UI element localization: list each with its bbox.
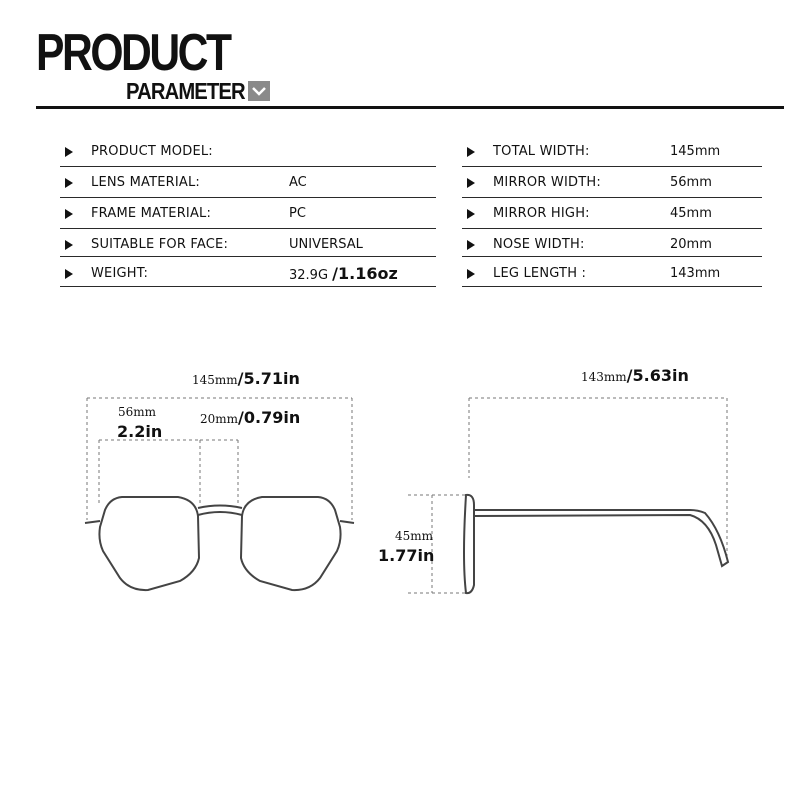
lens-width-mm: 56mm [118, 405, 157, 419]
glasses-side-view [464, 495, 728, 593]
side-lens-frame [464, 495, 474, 593]
spec-value-metric: 32.9G [289, 268, 329, 283]
glasses-front-view [85, 497, 354, 590]
bridge-bottom [198, 512, 242, 515]
total-width-in: /5.71in [237, 369, 300, 388]
left-lens-frame [99, 497, 199, 590]
spec-value: 56mm [670, 175, 712, 190]
leg-length-in: /5.63in [626, 366, 689, 385]
spec-label: LENS MATERIAL: [91, 175, 201, 190]
nose-width-in: /0.79in [238, 408, 301, 427]
spec-label: SUITABLE FOR FACE: [91, 237, 229, 252]
spec-label: TOTAL WIDTH: [493, 144, 590, 159]
leg-length-mm: 143mm [581, 370, 627, 384]
right-temple-stub [340, 521, 354, 523]
lens-height-mm: 45mm [395, 529, 434, 543]
spec-label: PRODUCT MODEL: [91, 144, 213, 159]
total-width-mm: 145mm [192, 373, 238, 387]
spec-value-imperial: /1.16oz [332, 264, 398, 283]
leg-length-label [581, 366, 689, 385]
spec-value: 145mm [670, 144, 721, 159]
spec-label: FRAME MATERIAL: [91, 206, 212, 221]
nose-width-label [200, 408, 300, 427]
lens-height-in: 1.77in [378, 546, 435, 565]
spec-label: WEIGHT: [91, 266, 149, 281]
right-lens-frame [241, 497, 341, 590]
temple-arm [474, 510, 728, 566]
page-title: PRODUCT [36, 24, 230, 82]
spec-value: 143mm [670, 266, 721, 281]
lens-width-in: 2.2in [117, 422, 163, 441]
bridge-top [198, 506, 242, 509]
spec-label: MIRROR WIDTH: [493, 175, 601, 190]
page-subtitle: PARAMETER [126, 78, 245, 104]
spec-value: UNIVERSAL [289, 237, 363, 252]
spec-value: 45mm [670, 206, 712, 221]
spec-label: LEG LENGTH : [493, 266, 587, 281]
spec-label: MIRROR HIGH: [493, 206, 590, 221]
spec-value: PC [289, 206, 306, 221]
nose-width-mm: 20mm [200, 412, 239, 426]
spec-label: NOSE WIDTH: [493, 237, 585, 252]
left-temple-stub [85, 521, 100, 523]
total-width-label [192, 369, 300, 388]
spec-value: 20mm [670, 237, 712, 252]
spec-value: AC [289, 175, 307, 190]
